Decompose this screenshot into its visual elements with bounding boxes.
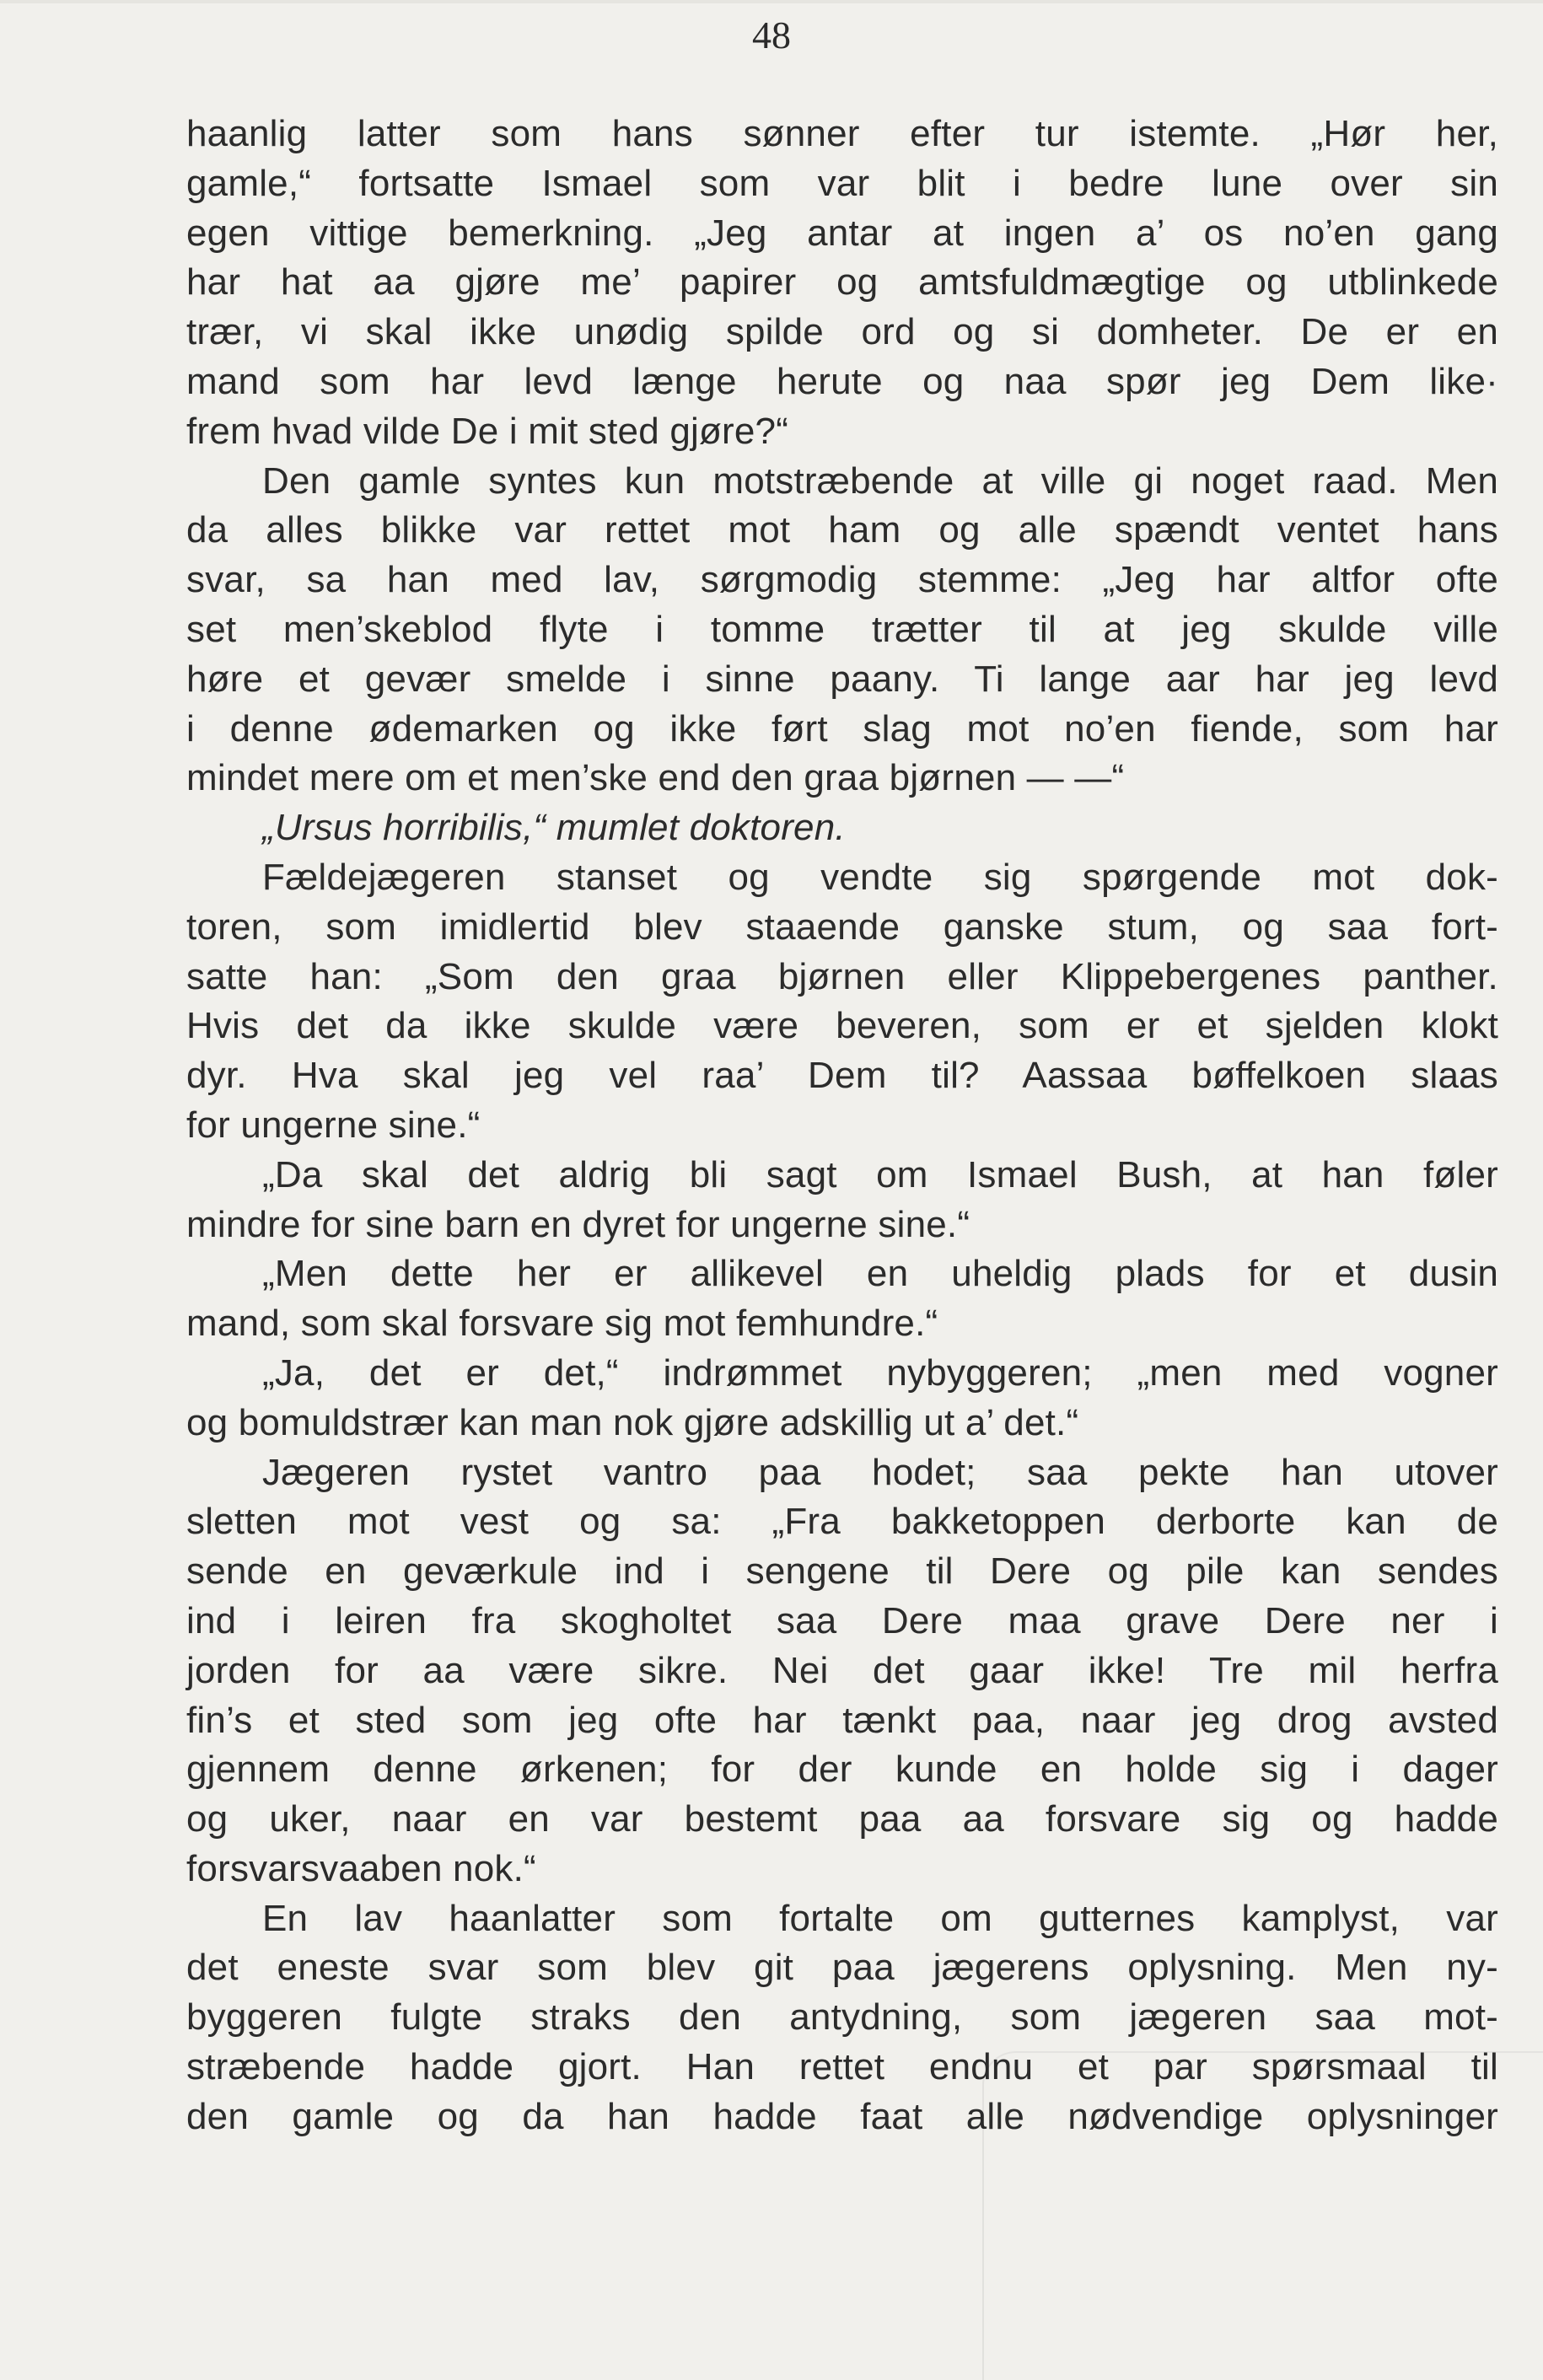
text-line: forsvarsvaaben nok.“ — [186, 1847, 536, 1889]
text-line: og uker, naar en var bestemt paa aa forsvare sig og hadde — [186, 1798, 1498, 1840]
text-line: byggeren fulgte straks den antydning, som jægeren saa mot- — [186, 1996, 1498, 2039]
text-line: den gamle og da han hadde faat alle nødvendige oplysninger — [186, 2095, 1498, 2137]
text-line: har hat aa gjøre me’ papirer og amtsfuldmægtige og utblinkede — [186, 261, 1498, 304]
text-line: og bomuldstrær kan man nok gjøre adskillig ut a’ det.“ — [186, 1401, 1079, 1443]
text-line: det eneste svar som blev git paa jægerens oplysning. Men ny- — [186, 1947, 1498, 1989]
text-line: „Ja, det er det,“ indrømmet nybyggeren; „men med vogner — [262, 1351, 1498, 1394]
text-line: jorden for aa være sikre. Nei det gaar ikke! Tre mil herfra — [186, 1649, 1498, 1691]
text-line: sletten mot vest og sa: „Fra bakketoppen derborte kan de — [186, 1501, 1498, 1543]
text-line: Hvis det da ikke skulde være beveren, som er et sjelden klokt — [186, 1005, 1498, 1047]
text-line: mindre for sine barn en dyret for ungerne sine.“ — [186, 1203, 970, 1245]
text-line: trær, vi skal ikke unødig spilde ord og si domheter. De er en — [186, 311, 1498, 353]
text-line: haanlig latter som hans sønner efter tur istemte. „Hør her, — [186, 113, 1498, 154]
text-line: mindet mere om et men’ske end den graa bjørnen — —“ — [186, 757, 1125, 799]
text-line: gjennem denne ørkenen; for der kunde en holde sig i dager — [186, 1749, 1498, 1791]
text-line: dyr. Hva skal jeg vel raa’ Dem til? Aassaa bøffelkoen slaas — [186, 1055, 1498, 1097]
text-line: i denne ødemarken og ikke ført slag mot no’en fiende, som har — [186, 707, 1498, 749]
text-line — [186, 803, 1498, 853]
body-text — [186, 110, 1498, 2142]
text-line: Jægeren rystet vantro paa hodet; saa pekte han utover — [262, 1451, 1498, 1493]
text-line: mand, som skal forsvare sig mot femhundre.“ — [186, 1303, 938, 1345]
latin-quote: „Ursus horribilis,“ mumlet doktoren. — [262, 807, 846, 849]
text-line: Fældejægeren stanset og vendte sig spørgende mot dok- — [262, 856, 1498, 898]
page-corner-shadow — [982, 2051, 1543, 2380]
text-line: høre et gevær smelde i sinne paany. Ti lange aar har jeg levd — [186, 658, 1498, 700]
text-line: Den gamle syntes kun motstræbende at ville gi noget raad. Men — [262, 459, 1498, 502]
text-line: „Men dette her er allikevel en uheldig plads for et dusin — [262, 1253, 1498, 1295]
text-line: En lav haanlatter som fortalte om gutternes kamplyst, var — [262, 1897, 1498, 1939]
text-line: „Da skal det aldrig bli sagt om Ismael Bush, at han føler — [262, 1153, 1498, 1195]
page-number: 48 — [752, 13, 791, 56]
text-line: frem hvad vilde De i mit sted gjøre?“ — [186, 410, 789, 452]
text-line: toren, som imidlertid blev staaende ganske stum, og saa fort- — [186, 905, 1498, 948]
text-line: mand som har levd længe herute og naa spør jeg Dem like· — [186, 360, 1498, 402]
text-line: satte han: „Som den graa bjørnen eller Klippebergenes panther. — [186, 955, 1498, 997]
text-line: da alles blikke var rettet mot ham og alle spændt ventet hans — [186, 509, 1498, 551]
page-top-edge — [0, 0, 1543, 3]
text-line: gamle,“ fortsatte Ismael som var blit i bedre lune over sin — [186, 162, 1498, 204]
text-line: for ungerne sine.“ — [186, 1104, 481, 1146]
text-line: svar, sa han med lav, sørgmodig stemme: „Jeg har altfor ofte — [186, 559, 1498, 601]
text-line: fin’s et sted som jeg ofte har tænkt paa, naar jeg drog avsted — [186, 1699, 1498, 1741]
text-line: stræbende hadde gjort. Han rettet endnu et par spørsmaal til — [186, 2046, 1498, 2088]
text-line: ind i leiren fra skogholtet saa Dere maa grave Dere ner i — [186, 1599, 1498, 1641]
text-line: sende en geværkule ind i sengene til Dere og pile kan sendes — [186, 1550, 1498, 1593]
text-line: egen vittige bemerkning. „Jeg antar at ingen a’ os no’en gang — [186, 212, 1498, 254]
text-line: set men’skeblod flyte i tomme trætter til at jeg skulde ville — [186, 608, 1498, 650]
